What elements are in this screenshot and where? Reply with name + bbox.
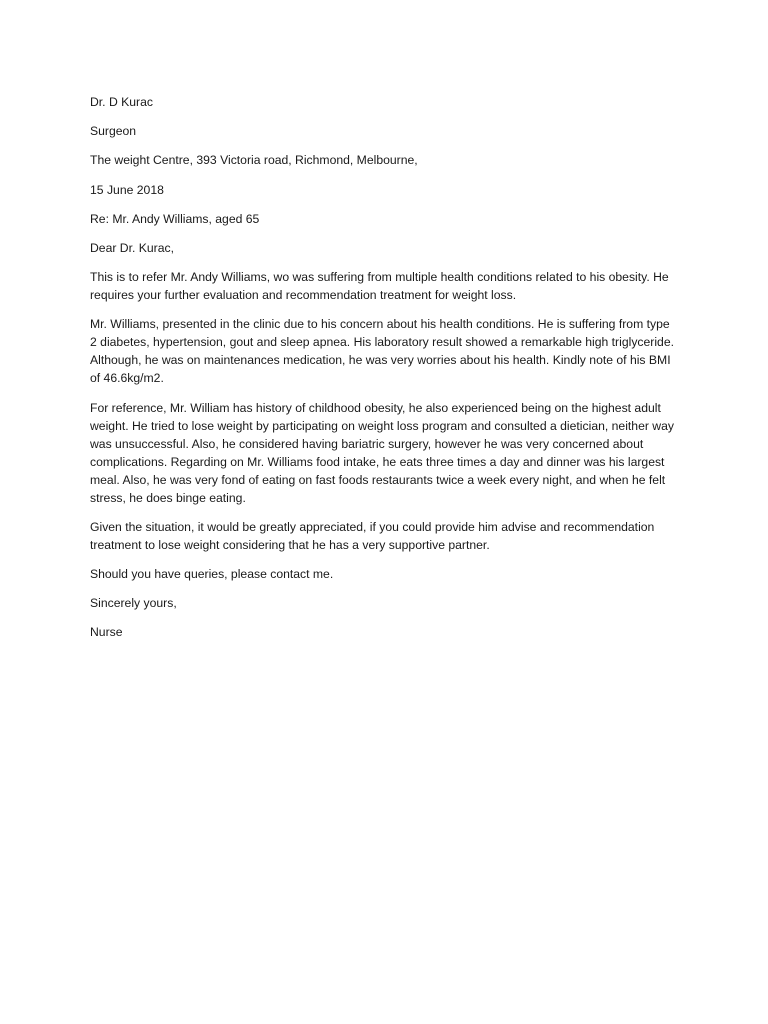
body-paragraph-request: Given the situation, it would be greatly appreciated, if you could provide him advise and recommendation treatment to lose weight considering that he has a very supportive partner.	[90, 519, 655, 552]
body-paragraph-history: For reference, Mr. William has history of childhood obesity, he also experienced being on the highest adult weight. He tried to lose weight by participating on weight loss program and consulted a dietician, neither way was unsuccessful. Also, he considered having bariatric surgery, however he was very concerned about complications. Regarding on Mr. Williams food intake, he eats three times a day and dinner was his largest meal. Also, he was very fond of eating on fast foods restaurants twice a week every night, and when he felt stress, he does binge eating.	[90, 400, 674, 505]
sender-title: Surgeon	[90, 124, 137, 139]
closing-line: Sincerely yours,	[90, 596, 177, 611]
queries-line: Should you have queries, please contact me.	[90, 566, 334, 581]
referral-letter	[90, 93, 678, 652]
salutation: Dear Dr. Kurac,	[90, 240, 174, 255]
body-paragraph-referral: This is to refer Mr. Andy Williams, wo was suffering from multiple health conditions related to his obesity. He requires your further evaluation and recommendation treatment for weight loss.	[90, 270, 669, 303]
letter-date: 15 June 2018	[90, 182, 164, 197]
address-line: The weight Centre, 393 Victoria road, Richmond, Melbourne,	[90, 153, 418, 168]
sender-name: Dr. D Kurac	[90, 95, 153, 109]
body-paragraph-presentation: Mr. Williams, presented in the clinic due to his concern about his health conditions. He is suffering from type 2 diabetes, hypertension, gout and sleep apnea. His laboratory result showed a remarkable high triglyceride. Although, he was on maintenances medication, he was very worries about his health. Kindly note of his BMI of 46.6kg/m2.	[90, 317, 674, 386]
signature: Nurse	[90, 625, 123, 640]
re-line: Re: Mr. Andy Williams, aged 65	[90, 211, 260, 226]
